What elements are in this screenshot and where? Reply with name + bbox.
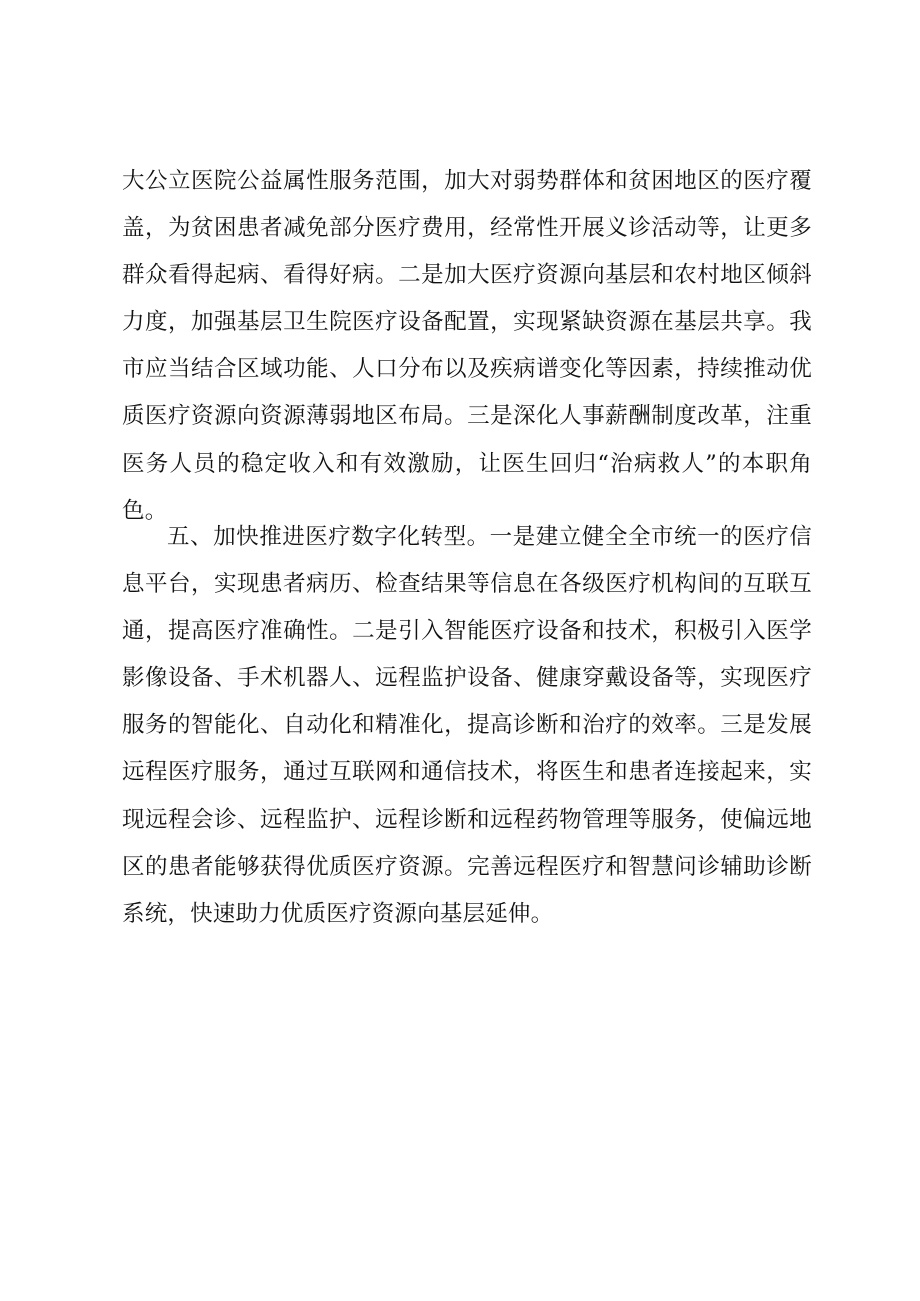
paragraph-line: 息平台，实现患者病历、检查结果等信息在各级医疗机构间的互联互 bbox=[122, 571, 812, 598]
paragraph-line: 系统，快速助力优质医疗资源向基层延伸。 bbox=[122, 900, 554, 927]
paragraph-line: 盖，为贫困患者减免部分医疗费用，经常性开展义诊活动等，让更多 bbox=[122, 215, 812, 242]
paragraph-line: 群众看得起病、看得好病。二是加大医疗资源向基层和农村地区倾斜 bbox=[122, 262, 812, 289]
paragraph-line: 区的患者能够获得优质医疗资源。完善远程医疗和智慧问诊辅助诊断 bbox=[122, 853, 812, 880]
paragraph-line: 现远程会诊、远程监护、远程诊断和远程药物管理等服务，使偏远地 bbox=[122, 806, 812, 833]
paragraph-line: 影像设备、手术机器人、远程监护设备、健康穿戴设备等，实现医疗 bbox=[122, 665, 812, 692]
paragraph-1 bbox=[122, 158, 812, 535]
paragraph-2 bbox=[122, 514, 812, 938]
paragraph-line: 远程医疗服务，通过互联网和通信技术，将医生和患者连接起来，实 bbox=[122, 759, 812, 786]
paragraph-line: 通，提高医疗准确性。二是引入智能医疗设备和技术，积极引入医学 bbox=[122, 618, 812, 645]
paragraph-line: 医务人员的稳定收入和有效激励，让医生回归“治病救人”的本职角 bbox=[122, 450, 812, 477]
paragraph-line: 质医疗资源向资源薄弱地区布局。三是深化人事薪酬制度改革，注重 bbox=[122, 403, 812, 430]
section-heading-line: 五、加快推进医疗数字化转型。一是建立健全全市统一的医疗信 bbox=[167, 524, 812, 550]
paragraph-line: 大公立医院公益属性服务范围，加大对弱势群体和贫困地区的医疗覆 bbox=[122, 168, 812, 194]
paragraph-line: 色。 bbox=[122, 497, 168, 524]
paragraph-line: 服务的智能化、自动化和精准化，提高诊断和治疗的效率。三是发展 bbox=[122, 712, 812, 739]
paragraph-line: 市应当结合区域功能、人口分布以及疾病谱变化等因素，持续推动优 bbox=[122, 356, 812, 383]
paragraph-line: 力度，加强基层卫生院医疗设备配置，实现紧缺资源在基层共享。我 bbox=[122, 309, 812, 336]
